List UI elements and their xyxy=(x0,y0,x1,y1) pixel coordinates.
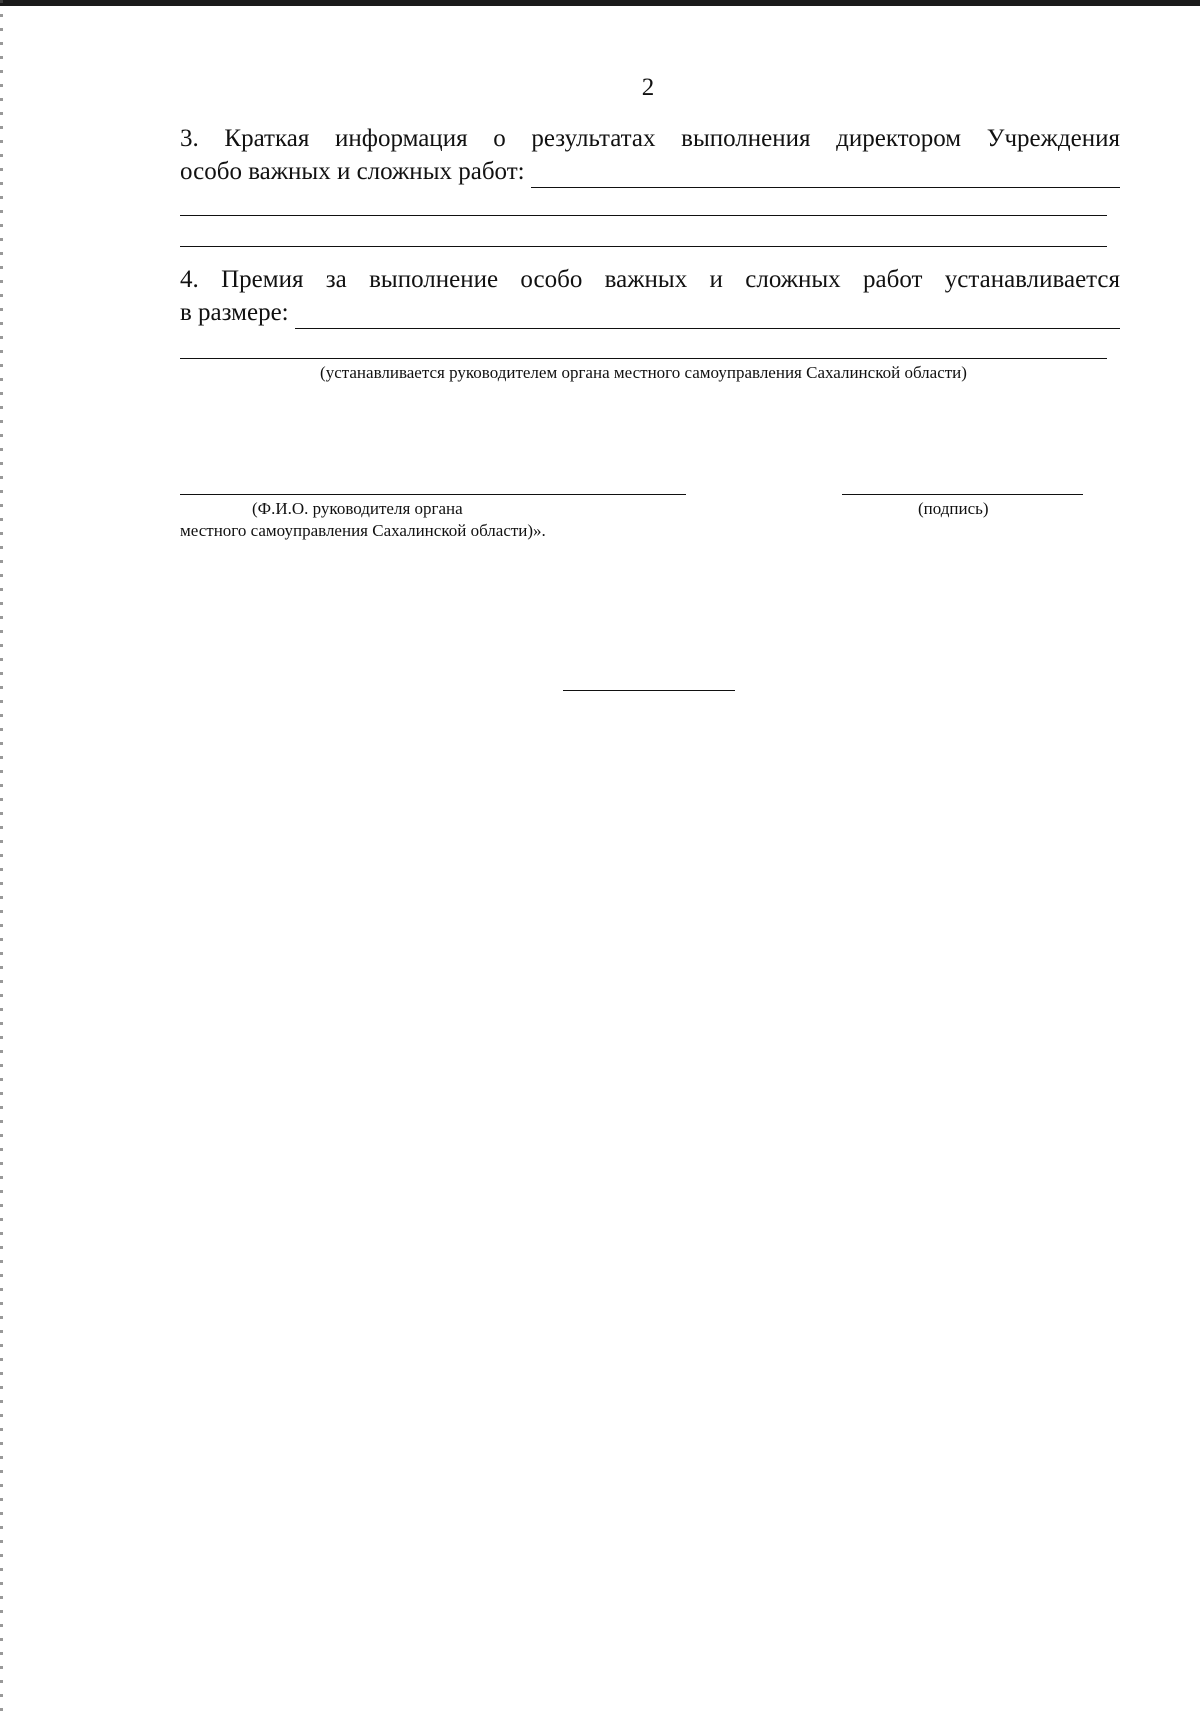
section-4-answer-line-2[interactable] xyxy=(180,358,1107,359)
section-4-heading: 4. Премия за выполнение особо важных и сложных работ устанавливается xyxy=(180,266,1120,293)
section-3-answer-line-2[interactable] xyxy=(180,215,1107,216)
section-3-line2-row xyxy=(180,155,1120,188)
end-of-document-rule xyxy=(563,690,735,691)
name-caption-line1: (Ф.И.О. руководителя органа xyxy=(252,499,463,518)
section-4-answer-line[interactable] xyxy=(295,304,1120,329)
section-4-caption: (устанавливается руководителем органа местного самоуправления Сахалинской области) xyxy=(320,363,967,382)
name-caption-line2: местного самоуправления Сахалинской области)». xyxy=(180,521,546,540)
section-3-answer-line-3[interactable] xyxy=(180,246,1107,247)
section-3-answer-line[interactable] xyxy=(531,163,1120,188)
section-4-heading-cont: в размере: xyxy=(180,299,289,326)
name-signature-line[interactable] xyxy=(180,494,686,495)
signature-caption: (подпись) xyxy=(918,499,989,518)
section-4 xyxy=(180,263,1120,329)
signature-line[interactable] xyxy=(842,494,1083,495)
scan-left-edge xyxy=(0,0,3,1719)
section-3-heading-cont: особо важных и сложных работ: xyxy=(180,158,525,185)
page-number: 2 xyxy=(641,74,655,101)
scan-top-edge xyxy=(0,0,1200,6)
section-4-line2-row xyxy=(180,296,1120,329)
section-3-heading: 3. Краткая информация о результатах выполнения директором Учреждения xyxy=(180,125,1120,152)
section-3 xyxy=(180,122,1120,188)
